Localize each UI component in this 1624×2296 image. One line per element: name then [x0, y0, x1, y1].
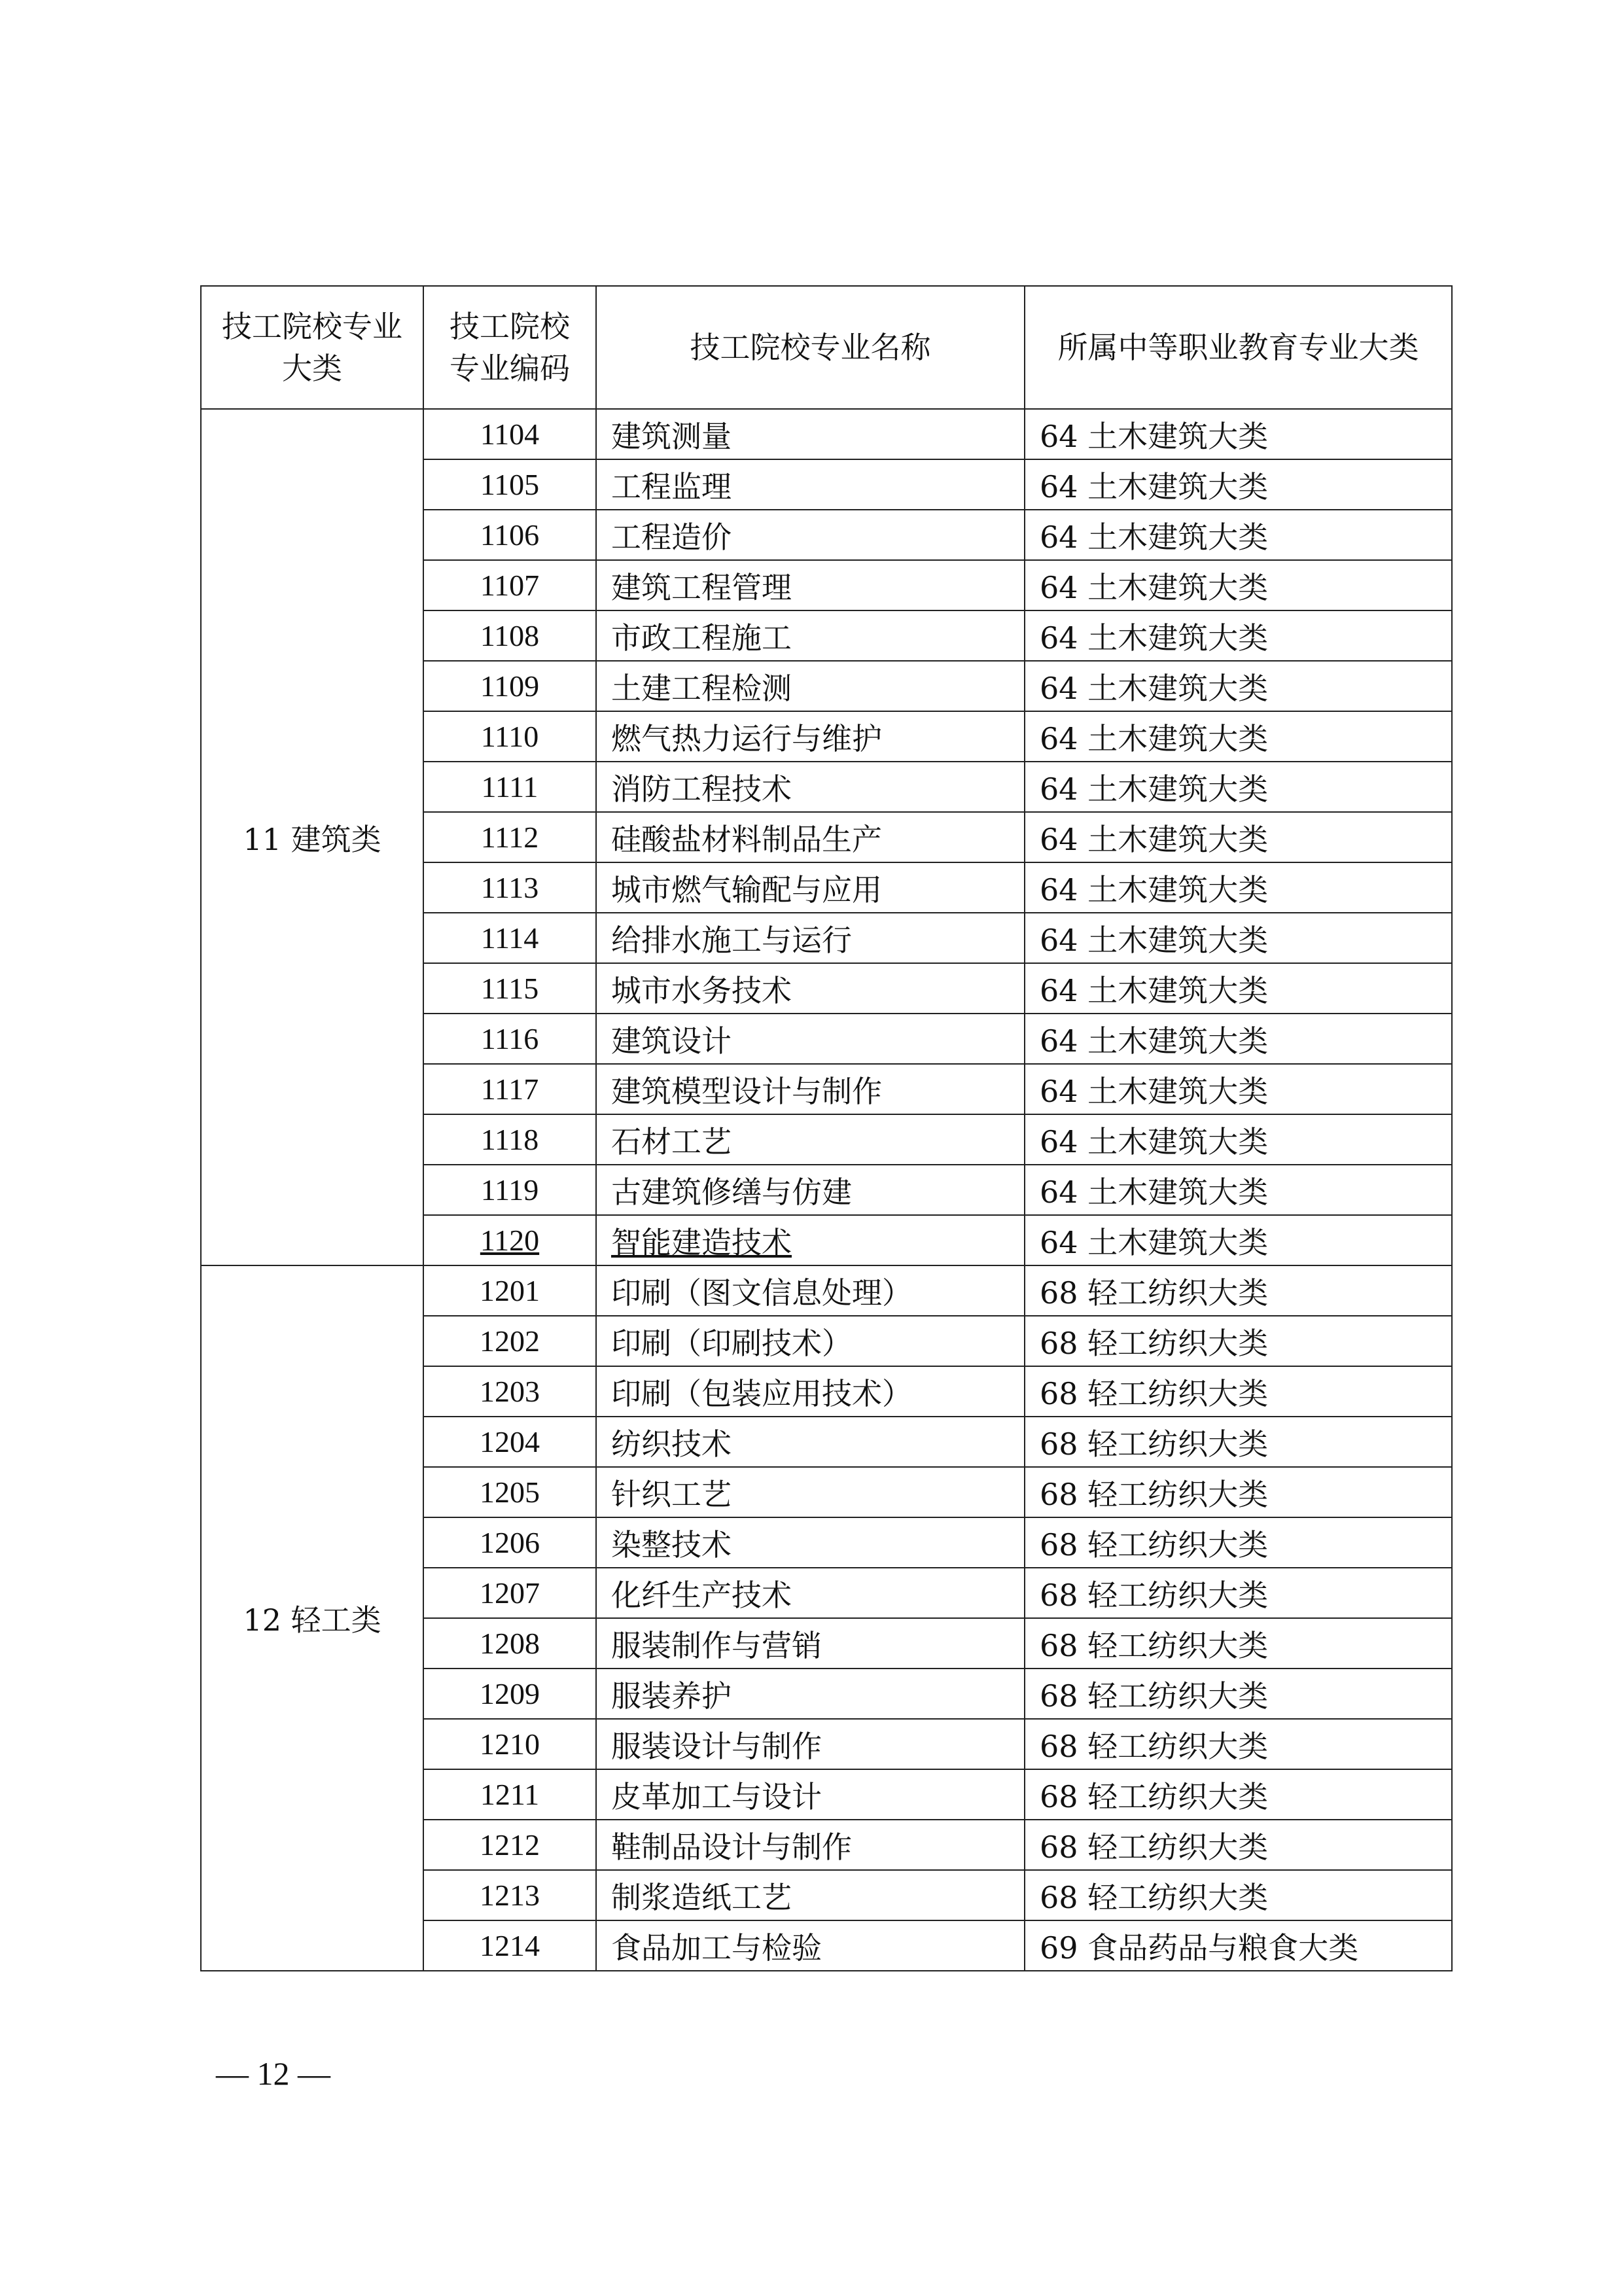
major-name-cell-text: 制浆造纸工艺 — [611, 1879, 792, 1915]
major-code-cell-text: 1116 — [480, 1022, 539, 1055]
major-name-cell-text: 建筑模型设计与制作 — [611, 1073, 882, 1109]
major-code-cell-text: 1212 — [480, 1828, 540, 1862]
table-row — [201, 409, 1452, 459]
major-code-cell — [423, 1366, 596, 1417]
category-cell — [1025, 1366, 1452, 1417]
category-cell — [1025, 560, 1452, 610]
major-name-cell — [596, 812, 1025, 862]
major-code-cell-text: 1111 — [481, 770, 538, 804]
major-code-cell — [423, 862, 596, 913]
major-name-cell-text: 建筑测量 — [611, 418, 732, 454]
category-cell — [1025, 1920, 1452, 1971]
major-code-cell-text: 1202 — [480, 1324, 540, 1358]
major-name-cell — [596, 1417, 1025, 1467]
major-name-cell — [596, 711, 1025, 762]
major-code-cell — [423, 459, 596, 510]
category-cell-text: 64 土木建筑大类 — [1040, 922, 1269, 958]
major-code-cell — [423, 1316, 596, 1366]
category-cell-text: 68 轻工纺织大类 — [1040, 1275, 1269, 1311]
major-name-cell — [596, 459, 1025, 510]
major-code-cell-text: 1107 — [480, 569, 540, 602]
major-name-cell-text: 化纤生产技术 — [611, 1577, 792, 1613]
major-code-cell — [423, 1165, 596, 1215]
major-name-cell-text: 给排水施工与运行 — [611, 922, 852, 958]
major-code-cell-text: 1209 — [480, 1677, 540, 1710]
major-name-cell — [596, 963, 1025, 1014]
major-name-cell-text: 城市燃气输配与应用 — [611, 872, 882, 908]
major-code-cell-text: 1109 — [480, 669, 540, 703]
major-name-cell — [596, 1165, 1025, 1215]
major-code-cell-text: 1115 — [480, 972, 539, 1005]
major-code-cell-text: 1110 — [480, 720, 539, 753]
major-code-cell-text: 1208 — [480, 1627, 540, 1660]
major-name-cell-text: 智能建造技术 — [611, 1224, 792, 1260]
category-cell-text: 64 土木建筑大类 — [1040, 1174, 1269, 1210]
major-code-cell-text: 1211 — [480, 1778, 540, 1811]
category-cell — [1025, 1820, 1452, 1870]
category-cell-text: 64 土木建筑大类 — [1040, 468, 1269, 504]
header-vocational-category: 所属中等职业教育专业大类 — [1025, 286, 1452, 409]
major-name-cell — [596, 1316, 1025, 1366]
category-cell-text: 64 土木建筑大类 — [1040, 418, 1269, 454]
category-cell-text: 64 土木建筑大类 — [1040, 872, 1269, 908]
category-cell — [1025, 711, 1452, 762]
category-cell-text: 68 轻工纺织大类 — [1040, 1426, 1269, 1462]
major-code-cell — [423, 1265, 596, 1316]
major-code-cell-text: 1214 — [480, 1929, 540, 1962]
category-cell — [1025, 1467, 1452, 1517]
major-code-cell — [423, 610, 596, 661]
major-name-cell — [596, 409, 1025, 459]
major-name-cell — [596, 1769, 1025, 1820]
major-code-cell-text: 1117 — [480, 1072, 539, 1106]
category-cell — [1025, 812, 1452, 862]
category-cell — [1025, 762, 1452, 812]
category-cell-text: 64 土木建筑大类 — [1040, 821, 1269, 857]
majors-table — [200, 285, 1453, 1971]
category-cell-text: 68 轻工纺织大类 — [1040, 1527, 1269, 1563]
major-code-cell — [423, 1618, 596, 1669]
major-code-cell-text: 1204 — [480, 1425, 540, 1458]
major-code-cell-text: 1203 — [480, 1375, 540, 1408]
category-cell — [1025, 913, 1452, 963]
major-name-cell — [596, 1618, 1025, 1669]
category-cell-text: 68 轻工纺织大类 — [1040, 1778, 1269, 1814]
major-code-cell — [423, 1920, 596, 1971]
category-cell — [1025, 1265, 1452, 1316]
major-name-cell — [596, 1114, 1025, 1165]
category-cell-text: 68 轻工纺织大类 — [1040, 1325, 1269, 1361]
major-name-cell-text: 食品加工与检验 — [611, 1930, 822, 1966]
category-cell-text: 68 轻工纺织大类 — [1040, 1879, 1269, 1915]
header-row — [201, 286, 1452, 409]
category-cell-text: 64 土木建筑大类 — [1040, 620, 1269, 656]
category-cell — [1025, 610, 1452, 661]
major-code-cell-text: 1210 — [480, 1727, 540, 1761]
category-cell-text: 68 轻工纺织大类 — [1040, 1476, 1269, 1512]
page-number: — 12 — — [216, 2055, 330, 2092]
major-code-cell — [423, 560, 596, 610]
category-cell — [1025, 409, 1452, 459]
table-row — [201, 1265, 1452, 1316]
major-code-cell-text: 1114 — [480, 921, 539, 955]
major-name-cell — [596, 1669, 1025, 1719]
major-name-cell-text: 燃气热力运行与维护 — [611, 720, 882, 756]
major-name-cell — [596, 1064, 1025, 1114]
major-name-cell — [596, 510, 1025, 560]
major-code-cell — [423, 661, 596, 711]
category-cell-text: 64 土木建筑大类 — [1040, 519, 1269, 555]
category-cell — [1025, 963, 1452, 1014]
category-cell-text: 68 轻工纺织大类 — [1040, 1678, 1269, 1714]
major-name-cell — [596, 610, 1025, 661]
major-code-cell-text: 1106 — [480, 518, 540, 552]
major-name-cell — [596, 1719, 1025, 1769]
category-cell-text: 69 食品药品与粮食大类 — [1040, 1930, 1359, 1966]
major-code-cell-text: 1201 — [480, 1274, 540, 1307]
major-code-cell — [423, 711, 596, 762]
major-name-cell-text: 服装设计与制作 — [611, 1728, 822, 1764]
major-name-cell — [596, 862, 1025, 913]
major-name-cell-text: 染整技术 — [611, 1527, 732, 1563]
major-group-cell: 12 轻工类 — [201, 1265, 423, 1971]
major-code-cell — [423, 1114, 596, 1165]
header-major-group: 技工院校专业大类 — [201, 286, 423, 409]
major-name-cell — [596, 1517, 1025, 1568]
major-code-cell — [423, 1014, 596, 1064]
major-name-cell-text: 石材工艺 — [611, 1123, 732, 1159]
major-name-cell — [596, 913, 1025, 963]
major-code-cell — [423, 1820, 596, 1870]
header-major-name: 技工院校专业名称 — [596, 286, 1025, 409]
category-cell — [1025, 1316, 1452, 1366]
major-code-cell-text: 1119 — [480, 1173, 539, 1207]
category-cell — [1025, 1669, 1452, 1719]
category-cell — [1025, 1517, 1452, 1568]
category-cell — [1025, 1014, 1452, 1064]
major-code-cell — [423, 409, 596, 459]
major-code-cell — [423, 1064, 596, 1114]
category-cell — [1025, 1568, 1452, 1618]
category-cell-text: 68 轻工纺织大类 — [1040, 1829, 1269, 1865]
major-code-cell — [423, 913, 596, 963]
major-code-cell — [423, 1870, 596, 1920]
major-name-cell-text: 皮革加工与设计 — [611, 1778, 822, 1814]
major-name-cell — [596, 1870, 1025, 1920]
major-code-cell-text: 1213 — [480, 1879, 540, 1912]
category-cell-text: 64 土木建筑大类 — [1040, 670, 1269, 706]
category-cell-text: 64 土木建筑大类 — [1040, 771, 1269, 807]
major-code-cell-text: 1104 — [480, 417, 540, 451]
major-code-cell — [423, 812, 596, 862]
major-name-cell-text: 鞋制品设计与制作 — [611, 1829, 852, 1865]
category-cell-text: 64 土木建筑大类 — [1040, 720, 1269, 756]
major-name-cell-text: 针织工艺 — [611, 1476, 732, 1512]
major-name-cell — [596, 1366, 1025, 1417]
major-code-cell-text: 1113 — [480, 871, 539, 904]
category-cell — [1025, 1870, 1452, 1920]
category-cell-text: 64 土木建筑大类 — [1040, 1023, 1269, 1059]
major-code-cell — [423, 1568, 596, 1618]
major-name-cell-text: 市政工程施工 — [611, 620, 792, 656]
category-cell — [1025, 459, 1452, 510]
major-code-cell — [423, 762, 596, 812]
major-name-cell-text: 印刷（包装应用技术） — [611, 1375, 912, 1411]
category-cell-text: 68 轻工纺织大类 — [1040, 1728, 1269, 1764]
category-cell — [1025, 1417, 1452, 1467]
category-cell — [1025, 1215, 1452, 1265]
major-code-cell-text: 1108 — [480, 619, 540, 652]
major-name-cell-text: 服装养护 — [611, 1678, 732, 1714]
category-cell-text: 64 土木建筑大类 — [1040, 1224, 1269, 1260]
major-name-cell-text: 古建筑修缮与仿建 — [611, 1174, 852, 1210]
major-code-cell — [423, 1417, 596, 1467]
category-cell-text: 64 土木建筑大类 — [1040, 1123, 1269, 1159]
major-name-cell-text: 印刷（印刷技术） — [611, 1325, 852, 1361]
major-name-cell-text: 印刷（图文信息处理） — [611, 1275, 912, 1311]
major-name-cell-text: 纺织技术 — [611, 1426, 732, 1462]
major-name-cell — [596, 560, 1025, 610]
major-code-cell-text: 1112 — [480, 821, 539, 854]
major-name-cell — [596, 1568, 1025, 1618]
major-code-cell — [423, 1215, 596, 1265]
major-code-cell-text: 1207 — [480, 1576, 540, 1610]
major-code-cell — [423, 963, 596, 1014]
major-code-cell — [423, 1517, 596, 1568]
major-name-cell — [596, 1265, 1025, 1316]
category-cell-text: 68 轻工纺织大类 — [1040, 1375, 1269, 1411]
major-name-cell-text: 工程监理 — [611, 468, 732, 504]
category-cell — [1025, 1618, 1452, 1669]
major-name-cell — [596, 661, 1025, 711]
major-code-cell — [423, 1769, 596, 1820]
major-name-cell-text: 土建工程检测 — [611, 670, 792, 706]
category-cell-text: 68 轻工纺织大类 — [1040, 1577, 1269, 1613]
category-cell-text: 68 轻工纺织大类 — [1040, 1627, 1269, 1663]
major-name-cell-text: 消防工程技术 — [611, 771, 792, 807]
category-cell — [1025, 1114, 1452, 1165]
category-cell — [1025, 661, 1452, 711]
major-name-cell-text: 服装制作与营销 — [611, 1627, 822, 1663]
major-name-cell — [596, 1014, 1025, 1064]
major-group-cell: 11 建筑类 — [201, 409, 423, 1265]
major-code-cell — [423, 1467, 596, 1517]
category-cell — [1025, 1769, 1452, 1820]
category-cell — [1025, 1165, 1452, 1215]
major-name-cell — [596, 1820, 1025, 1870]
category-cell — [1025, 510, 1452, 560]
category-cell-text: 64 土木建筑大类 — [1040, 1073, 1269, 1109]
major-code-cell-text: 1118 — [480, 1123, 539, 1156]
major-name-cell — [596, 1215, 1025, 1265]
major-code-cell-text: 1206 — [480, 1526, 540, 1559]
major-name-cell-text: 工程造价 — [611, 519, 732, 555]
major-code-cell-text: 1120 — [480, 1224, 540, 1257]
major-name-cell — [596, 762, 1025, 812]
major-code-cell-text: 1205 — [480, 1475, 540, 1509]
major-name-cell — [596, 1467, 1025, 1517]
major-code-cell — [423, 1719, 596, 1769]
major-code-cell — [423, 1669, 596, 1719]
category-cell — [1025, 1064, 1452, 1114]
major-name-cell-text: 建筑设计 — [611, 1023, 732, 1059]
category-cell-text: 64 土木建筑大类 — [1040, 569, 1269, 605]
major-name-cell-text: 建筑工程管理 — [611, 569, 792, 605]
major-name-cell — [596, 1920, 1025, 1971]
major-name-cell-text: 硅酸盐材料制品生产 — [611, 821, 882, 857]
major-code-cell — [423, 510, 596, 560]
category-cell — [1025, 1719, 1452, 1769]
category-cell-text: 64 土木建筑大类 — [1040, 972, 1269, 1008]
header-major-code: 技工院校专业编码 — [423, 286, 596, 409]
major-name-cell-text: 城市水务技术 — [611, 972, 792, 1008]
major-code-cell-text: 1105 — [480, 468, 540, 501]
category-cell — [1025, 862, 1452, 913]
